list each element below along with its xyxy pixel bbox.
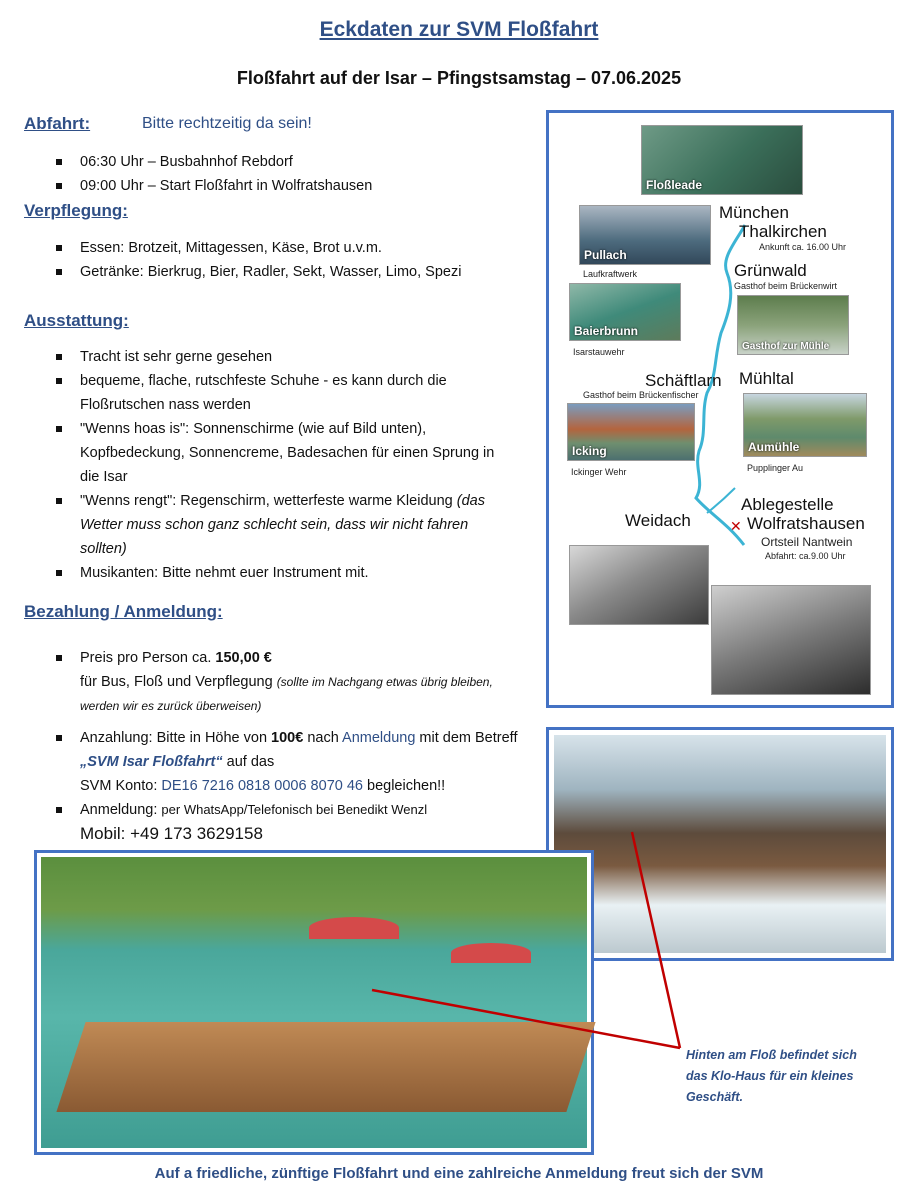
- place-schaeftlarn: Schäftlarn: [645, 371, 722, 390]
- section-heading-abfahrt: Abfahrt:: [24, 114, 91, 133]
- schaeftlarn-sub: Gasthof beim Brückenfischer: [583, 390, 699, 400]
- svg-text:✕: ✕: [730, 519, 742, 535]
- preis-note: (sollte im Nachgang etwas übrig bleiben, werden wir es zurück überweisen): [80, 675, 493, 713]
- place-thalkirchen: Thalkirchen: [739, 222, 827, 241]
- list-item: Tracht ist sehr gerne gesehen: [50, 345, 515, 369]
- footer-text: Auf a friedliche, zünftige Floßfahrt und eine zahlreiche Anmeldung freut sich der SVM: [154, 1165, 764, 1182]
- list-item: Getränke: Bierkrug, Bier, Radler, Sekt, Wasser, Limo, Spezi: [50, 260, 490, 284]
- section-heading-bezahlung: Bezahlung / Anmeldung:: [24, 602, 223, 621]
- anzahlung-text: Anzahlung: Bitte in Höhe von: [80, 730, 268, 746]
- callout-text: Hinten am Floß befindet sich das Klo-Haus für ein kleines Geschäft.: [686, 1048, 857, 1104]
- place-ablegestelle: Ablegestelle: [741, 495, 834, 514]
- photo-label: Baierbrunn: [574, 324, 639, 338]
- anzahlung-text-2: nach: [307, 730, 339, 746]
- caption-aumuehle: Pupplinger Au: [747, 463, 804, 473]
- iban: DE16 7216 0818 0006 8070 46: [161, 778, 363, 794]
- preis-detail: für Bus, Floß und Verpflegung: [80, 674, 273, 690]
- section-heading-verpflegung: Verpflegung:: [24, 201, 128, 220]
- photo-label: Aumühle: [748, 440, 800, 454]
- page-title: Eckdaten zur SVM Floßfahrt: [319, 18, 599, 41]
- preis-label: Preis pro Person ca.: [80, 650, 212, 666]
- anzahlung-text-4: auf das: [226, 754, 275, 770]
- rain-note: (das Wetter muss schon ganz schlecht sein, dass wir nicht fahren sollten): [80, 493, 485, 557]
- betreff-text: „SVM Isar Floßfahrt“: [80, 754, 223, 770]
- list-item: Musikanten: Bitte nehmt euer Instrument mit.: [50, 561, 515, 585]
- photo-label: Gasthof zur Mühle: [742, 341, 830, 352]
- anzahlung-text-3: mit dem Betreff: [419, 730, 518, 746]
- list-item: 06:30 Uhr – Busbahnhof Rebdorf: [50, 150, 520, 174]
- caption-icking: Ickinger Wehr: [571, 467, 627, 477]
- section-heading-ausstattung: Ausstattung:: [24, 311, 129, 330]
- gruenwald-sub: Gasthof beim Brückenwirt: [734, 281, 838, 291]
- photo-label: Icking: [572, 444, 607, 458]
- list-item: bequeme, flache, rutschfeste Schuhe - es kann durch die Floßrutschen nass werden: [50, 369, 515, 417]
- list-item: 09:00 Uhr – Start Floßfahrt in Wolfratshausen: [50, 174, 520, 198]
- mobil-number: Mobil: +49 173 3629158: [80, 824, 263, 843]
- place-wolfratshausen: Wolfratshausen: [747, 514, 865, 533]
- departure-time: Abfahrt: ca.9.00 Uhr: [765, 551, 846, 561]
- place-nantwein: Ortsteil Nantwein: [761, 535, 853, 549]
- konto-label: SVM Konto:: [80, 778, 158, 794]
- thalkirchen-arrival: Ankunft ca. 16.00 Uhr: [759, 242, 847, 252]
- photo-label: Pullach: [584, 248, 627, 262]
- place-gruenwald: Grünwald: [734, 261, 807, 280]
- list-item: Essen: Brotzeit, Mittagessen, Käse, Brot u.v.m.: [50, 236, 490, 260]
- photo-label: Floßleade: [646, 178, 703, 192]
- page-subtitle: Floßfahrt auf der Isar – Pfingstsamstag – 07.06.2025: [236, 68, 682, 88]
- konto-end: begleichen!!: [367, 778, 446, 794]
- anmeldung-detail: per WhatsApp/Telefonisch bei Benedikt Wenzl: [161, 802, 428, 817]
- list-item: "Wenns hoas is": Sonnenschirme (wie auf Bild unten), Kopfbedeckung, Sonnencreme, Badesachen für einen Sprung in die Isar: [50, 417, 515, 489]
- place-muehltal: Mühltal: [739, 369, 794, 388]
- rain-text: "Wenns rengt": Regenschirm, wetterfeste warme Kleidung: [80, 493, 453, 509]
- anmeldung-label: Anmeldung:: [80, 802, 158, 818]
- abfahrt-note: Bitte rechtzeitig da sein!: [142, 115, 312, 132]
- caption-baierbrunn: Isarstauwehr: [573, 347, 625, 357]
- anzahlung-amount: 100€: [271, 730, 304, 746]
- place-muenchen: München: [719, 203, 789, 222]
- anmeldung-link: Anmeldung: [342, 730, 416, 746]
- place-weidach: Weidach: [625, 511, 691, 530]
- caption-pullach: Laufkraftwerk: [583, 269, 638, 279]
- preis-value: 150,00 €: [215, 650, 272, 666]
